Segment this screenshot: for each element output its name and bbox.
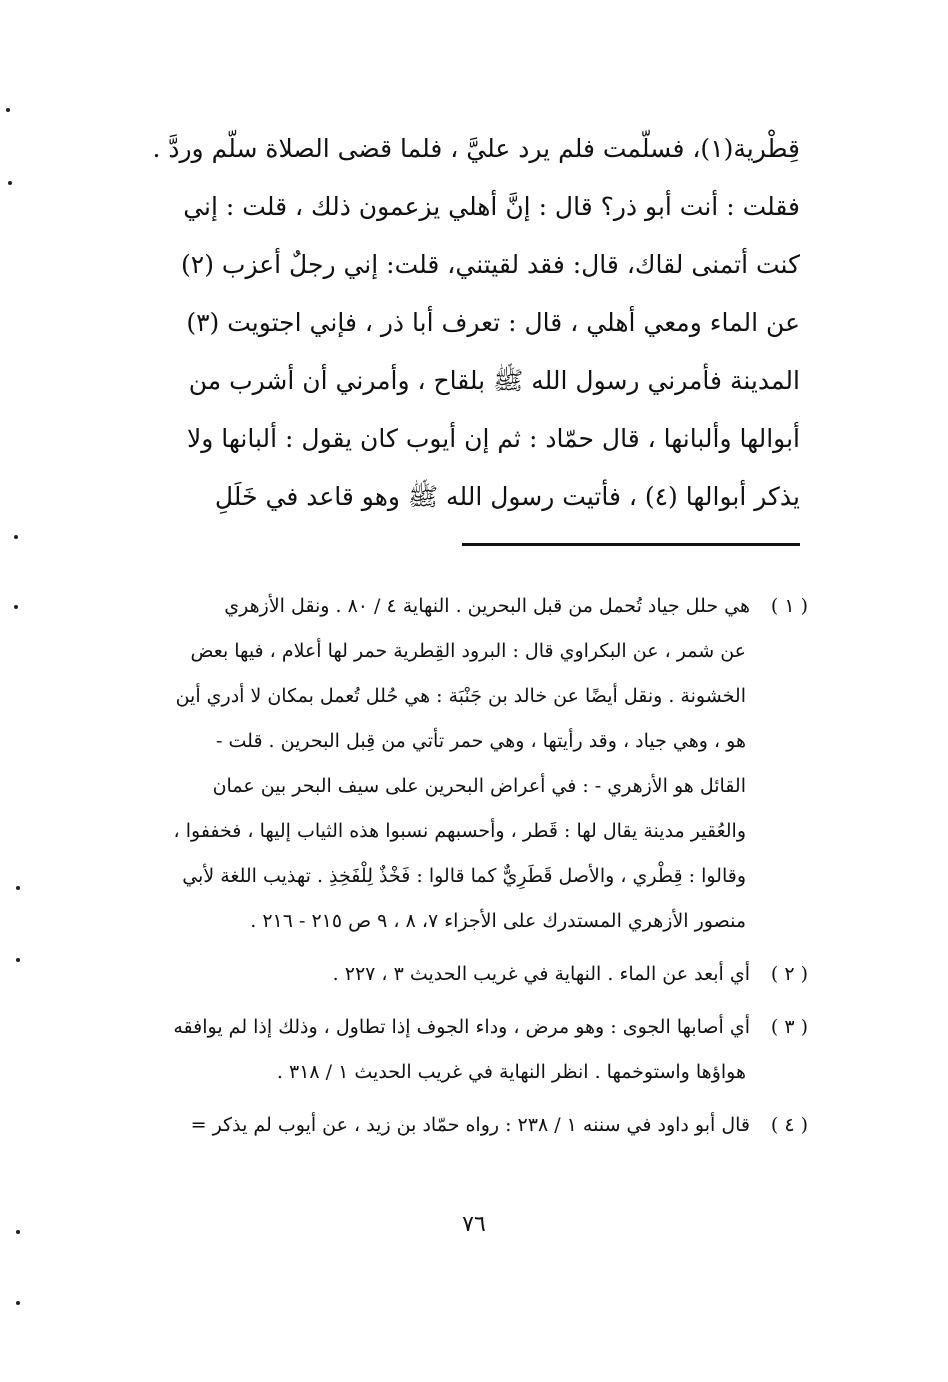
footnote-line	[104, 952, 808, 997]
footnote-number: ( ١ )	[770, 595, 808, 617]
footnote-line: والعُقير مدينة يقال لها : قَطر ، وأحسبهم نسبوا هذه الثياب إليها ، فخففوا ،	[173, 820, 746, 842]
footnote-line: هو ، وهي جياد ، وقد رأيتها ، وهي حمر تأتي من قِبل البحرين . قلت -	[216, 730, 746, 752]
main-text-line: المدينة فأمرني رسول الله ﷺ بلقاح ، وأمرني أن أشرب من	[188, 366, 800, 395]
main-text-line: أبوالها وألبانها ، قال حمّاد : ثم إن أيوب كان يقول : ألبانها ولا	[186, 424, 800, 453]
footnote-line: منصور الأزهري المستدرك على الأجزاء ٧، ٨ ، ٩ ص ٢١٥ - ٢١٦ .	[250, 910, 746, 932]
scan-speck	[16, 1301, 20, 1305]
scan-speck	[16, 886, 20, 890]
footnote-number: ( ٣ )	[770, 1016, 808, 1038]
footnote-number: ( ٢ )	[770, 963, 808, 985]
footnote-line: وقالوا : قِطْري ، والأصل قَطَرِيٌّ كما قالوا : فَخْذٌ لِلْفَخِذِ . تهذيب اللغة لأبي	[182, 865, 746, 887]
footnote-line: الخشونة . ونقل أيضًا عن خالد بن جَنْبَة : هي حُلل تُعمل بمكان لا أدري أين	[175, 685, 746, 707]
page-number: ٧٦	[462, 1212, 486, 1237]
footnote-line: عن شمر ، عن البكراوي قال : البرود القِطرية حمر لها أعلام ، فيها بعض	[190, 640, 746, 662]
main-text	[100, 120, 800, 526]
footnote-line	[104, 1005, 808, 1050]
footnote-text: أي أبعد عن الماء . النهاية في غريب الحديث ٣ ، ٢٢٧ .	[332, 963, 750, 985]
main-text-line: قِطْرية(١)، فسلّمت فلم يرد عليَّ ، فلما قضى الصلاة سلّم وردَّ .	[152, 134, 800, 163]
main-text-line: عن الماء ومعي أهلي ، قال : تعرف أبا ذر ، فإني اجتويت (٣)	[186, 308, 800, 337]
footnote-text: قال أبو داود في سننه ١ / ٢٣٨ : رواه حمّاد بن زيد ، عن أيوب لم يذكر =	[190, 1114, 750, 1136]
footnote-text: هي حلل جياد تُحمل من قبل البحرين . النهاية ٤ / ٨٠ . ونقل الأزهري	[224, 595, 750, 617]
footnote-number: ( ٤ )	[770, 1114, 808, 1136]
scan-speck	[14, 605, 18, 609]
scan-speck	[8, 181, 12, 185]
footnote-line	[104, 1103, 808, 1148]
main-text-line: فقلت : أنت أبو ذر؟ قال : إنَّ أهلي يزعمون ذلك ، قلت : إني	[183, 192, 800, 221]
main-text-line: كنت أتمنى لقاك، قال: فقد لقيتني، قلت: إني رجلٌ أعزب (٢)	[181, 250, 800, 279]
footnotes	[104, 584, 808, 1148]
footnote-line	[104, 584, 808, 629]
footnote-line: هواؤها واستوخمها . انظر النهاية في غريب الحديث ١ / ٣١٨ .	[276, 1061, 746, 1083]
scan-speck	[16, 958, 20, 962]
main-text-line: يذكر أبوالها (٤) ، فأتيت رسول الله ﷺ وهو قاعد في خَلَلِ	[214, 482, 800, 511]
footnote-separator	[462, 543, 800, 546]
scan-speck	[14, 535, 18, 539]
scan-speck	[16, 1230, 20, 1234]
footnote-text: أي أصابها الجوى : وهو مرض ، وداء الجوف إذا تطاول ، وذلك إذا لم يوافقه	[173, 1016, 750, 1038]
footnote-line: القائل هو الأزهري - : في أعراض البحرين على سيف البحر بين عمان	[212, 775, 746, 797]
scan-speck	[6, 108, 10, 112]
